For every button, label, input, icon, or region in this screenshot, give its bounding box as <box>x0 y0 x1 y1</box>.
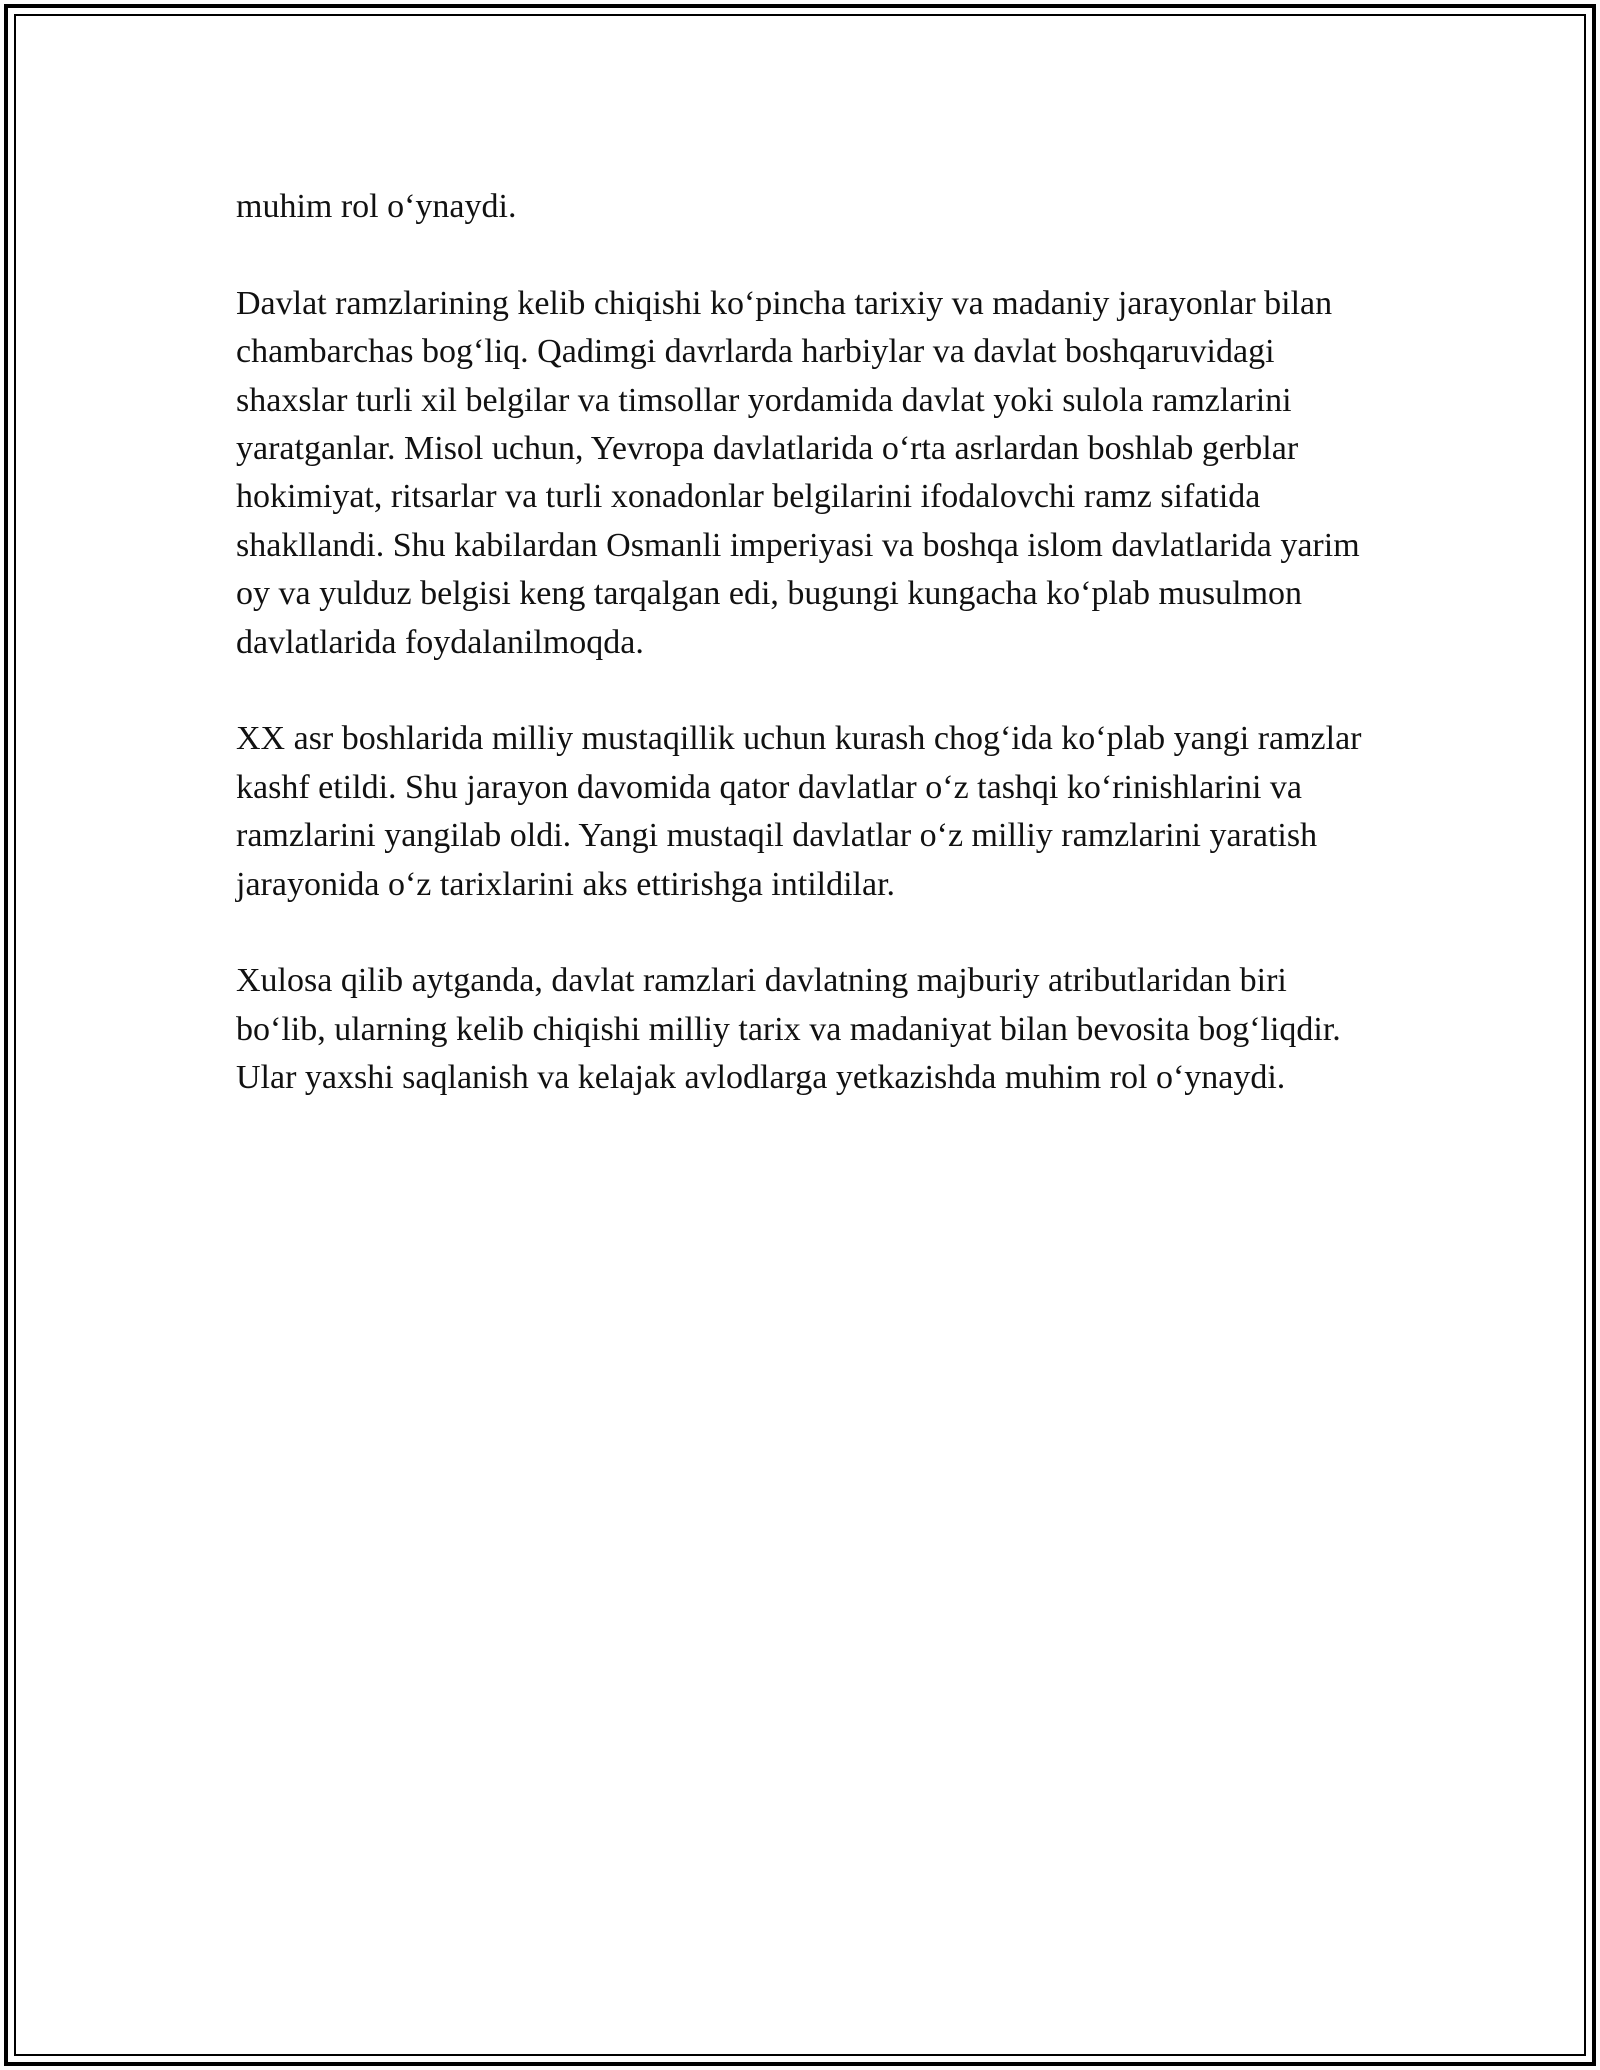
paragraph-origins: Davlat ramzlarining kelib chiqishi ko‘pincha tarixiy va madaniy jarayonlar bilan chambarchas bog‘liq. Qadimgi davrlarda harbiylar va davlat boshqaruvidagi shaxslar turli xil belgilar va timsollar yordamida davlat yoki sulola ramzlarini yaratganlar. Misol uchun, Yevropa davlatlarida o‘rta asrlardan boshlab gerblar hokimiyat, ritsarlar va turli xonadonlar belgilarini ifodalovchi ramz sifatida shakllandi. Shu kabilardan Osmanli imperiyasi va boshqa islom davlatlarida yarim oy va yulduz belgisi keng tarqalgan edi, bugungi kungacha ko‘plab musulmon davlatlarida foydalanilmoqda. <box>236 284 1360 661</box>
paragraph-twentieth-century: XX asr boshlarida milliy mustaqillik uchun kurash chog‘ida ko‘plab yangi ramzlar kashf etildi. Shu jarayon davomida qator davlatlar o‘z tashqi ko‘rinishlarini va ramzlarini yangilab oldi. Yangi mustaqil davlatlar o‘z milliy ramzlarini yaratish jarayonida o‘z tarixlarini aks ettirishga intildilar. <box>236 720 1362 903</box>
paragraph-continuation: muhim rol o‘ynaydi. <box>236 188 517 225</box>
paragraph-conclusion: Xulosa qilib aytganda, davlat ramzlari davlatning majburiy atributlaridan biri bo‘lib, ularning kelib chiqishi milliy tarix va madaniyat bilan bevosita bog‘liqdir. Ular yaxshi saqlanish va kelajak avlodlarga yetkazishda muhim rol o‘ynaydi. <box>236 962 1341 1097</box>
document-body <box>236 183 1366 1151</box>
